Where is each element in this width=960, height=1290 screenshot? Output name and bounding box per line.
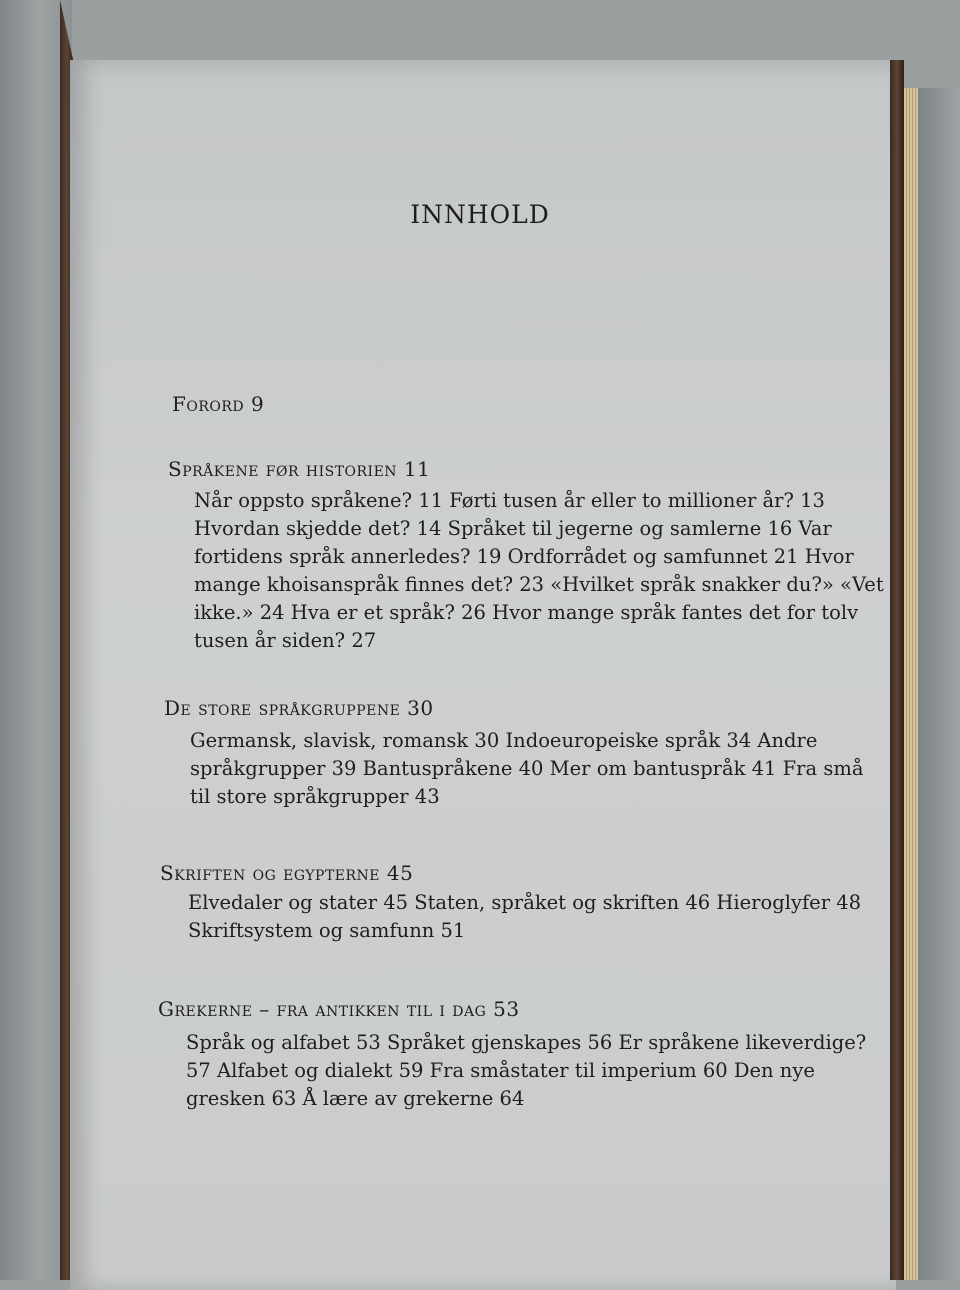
toc-heading-forord: Forord 9 bbox=[172, 392, 265, 416]
toc-entries-de-store-sprakgruppene bbox=[190, 727, 863, 811]
page-stack-edge bbox=[904, 88, 918, 1280]
toc-line: Hvordan skjedde det? 14 Språket til jegerne og samlerne 16 Var bbox=[194, 517, 832, 540]
toc-line: til store språkgrupper 43 bbox=[190, 785, 440, 808]
toc-entries-sprakene-for-historien bbox=[194, 487, 884, 655]
toc-heading-de-store-sprakgruppene: De store språkgruppene 30 bbox=[164, 696, 434, 720]
toc-line: mange khoisanspråk finnes det? 23 «Hvilket språk snakker du?» «Vet bbox=[194, 573, 884, 596]
toc-line: gresken 63 Å lære av grekerne 64 bbox=[186, 1087, 525, 1110]
toc-line: Språk og alfabet 53 Språket gjenskapes 56 Er språkene likeverdige? bbox=[186, 1031, 867, 1054]
book-cover-edge bbox=[890, 60, 904, 1280]
toc-line: tusen år siden? 27 bbox=[194, 629, 377, 652]
toc-line: Skriftsystem og samfunn 51 bbox=[188, 919, 466, 942]
toc-line: Når oppsto språkene? 11 Førti tusen år eller to millioner år? 13 bbox=[194, 489, 825, 512]
toc-line: Germansk, slavisk, romansk 30 Indoeuropeiske språk 34 Andre bbox=[190, 729, 818, 752]
toc-heading-skriften-og-egypterne: Skriften og egypterne 45 bbox=[160, 861, 414, 885]
toc-heading-grekerne: Grekerne – fra antikken til i dag 53 bbox=[158, 997, 520, 1021]
toc-line: språkgrupper 39 Bantuspråkene 40 Mer om bantuspråk 41 Fra små bbox=[190, 757, 864, 780]
toc-line: ikke.» 24 Hva er et språk? 26 Hvor mange språk fantes det for tolv bbox=[194, 601, 859, 624]
toc-entries-skriften-og-egypterne bbox=[188, 889, 861, 945]
toc-line: 57 Alfabet og dialekt 59 Fra småstater til imperium 60 Den nye bbox=[186, 1059, 815, 1082]
toc-line: Elvedaler og stater 45 Staten, språket og skriften 46 Hieroglyfer 48 bbox=[188, 891, 862, 914]
background-surface bbox=[918, 88, 960, 1280]
toc-heading-sprakene-for-historien: Språkene før historien 11 bbox=[168, 457, 431, 481]
toc-line: fortidens språk annerledes? 19 Ordforrådet og samfunnet 21 Hvor bbox=[194, 545, 854, 568]
toc-entries-grekerne bbox=[186, 1029, 866, 1113]
page-title: INNHOLD bbox=[410, 200, 550, 229]
